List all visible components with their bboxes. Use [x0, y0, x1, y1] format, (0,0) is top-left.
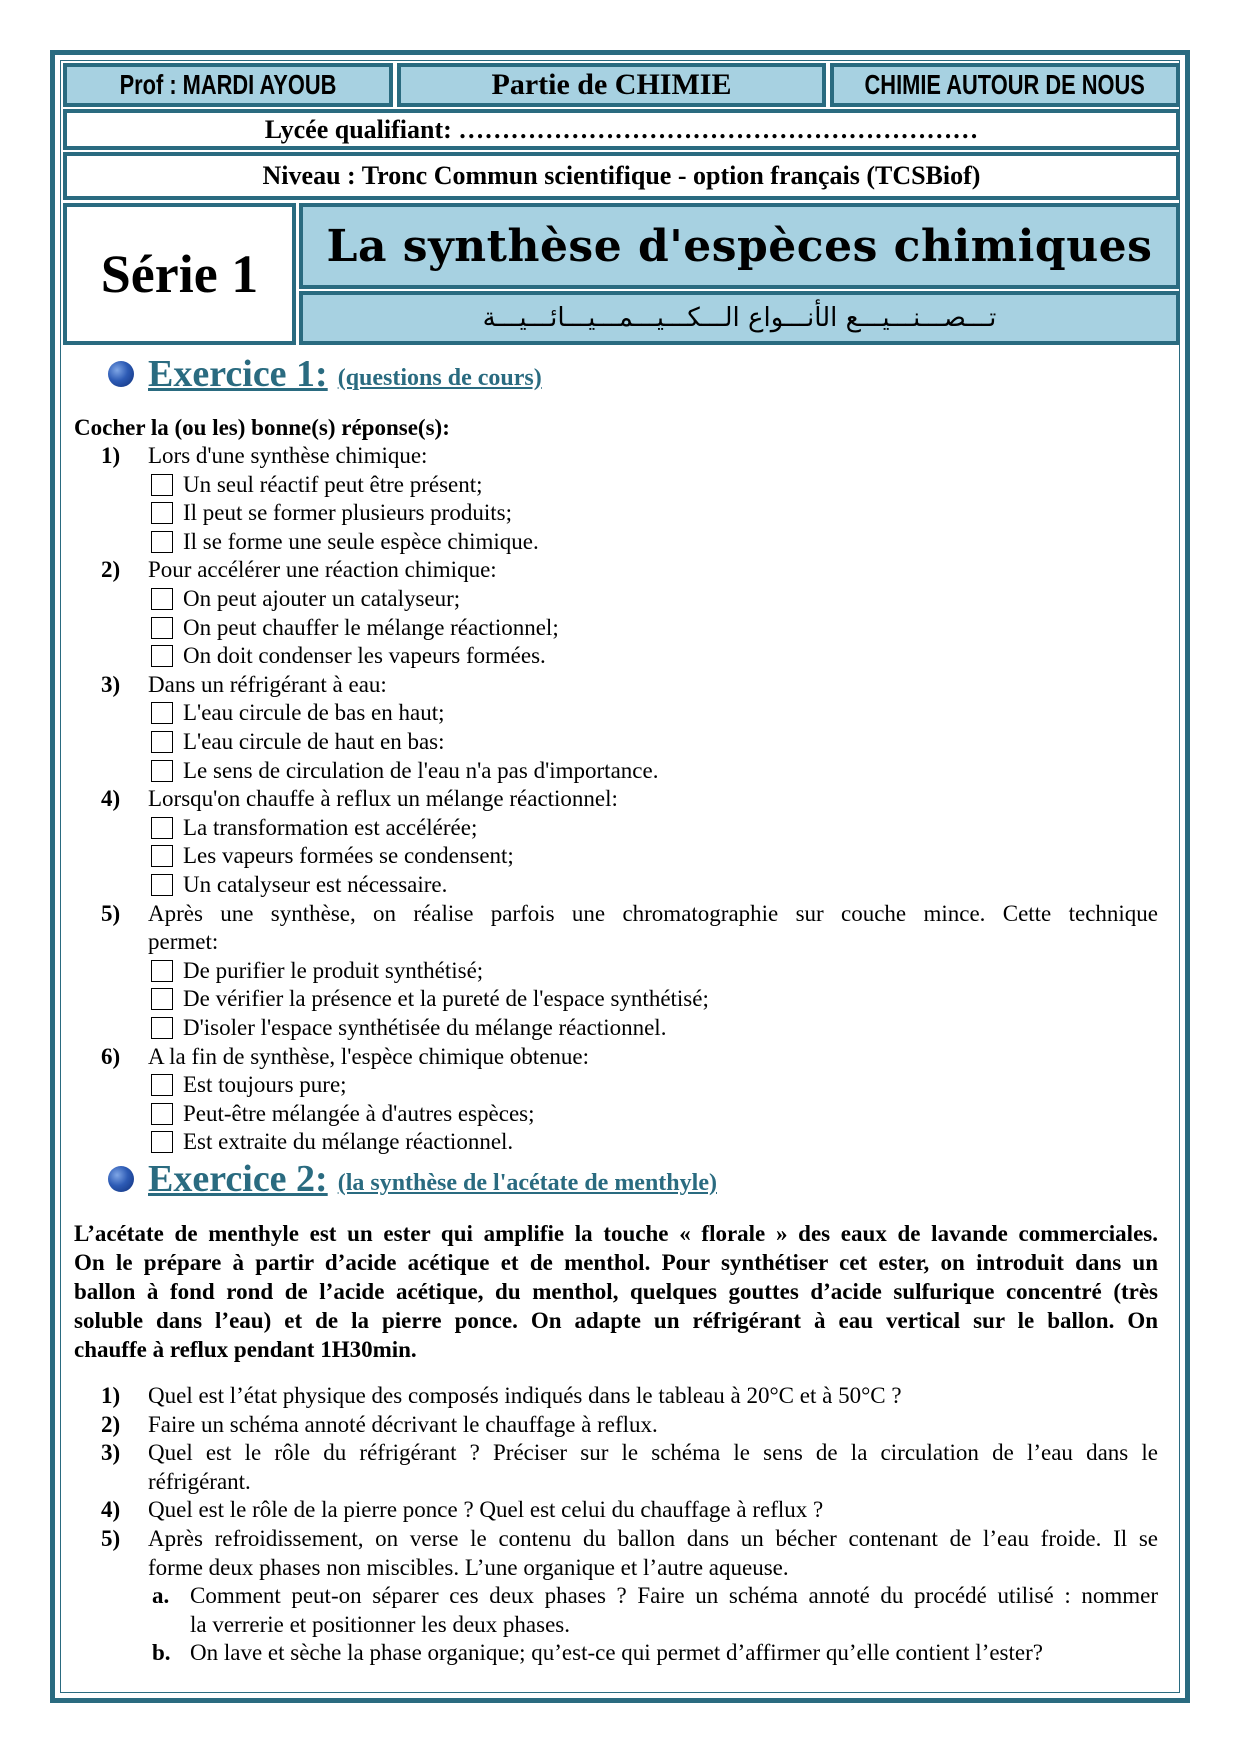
page-title-arabic: تـــصـــنـــيـــع الأنـــواع الـــكـــيـــمـــيـــائـــيـــة	[482, 303, 997, 333]
question-number: 1)	[101, 1383, 121, 1408]
subquestion-label: b.	[152, 1640, 171, 1666]
intro-line: ballon à fond rond de l’acide acétique, du menthol, quelques gouttes d’acide sulfurique concentré (très	[74, 1279, 1158, 1304]
niveau-box	[63, 152, 1180, 200]
answer-option: Un catalyseur est nécessaire.	[183, 872, 448, 897]
question-text: Quel est l’état physique des composés indiqués dans le tableau à 20°C et à 50°C ?	[148, 1383, 902, 1408]
page-title: La synthèse d'espèces chimiques	[326, 220, 1153, 272]
prof-label: Prof : MARDI AYOUB	[119, 69, 337, 100]
answer-option: Le sens de circulation de l'eau n'a pas d'importance.	[183, 757, 659, 783]
question-number: 2)	[101, 557, 121, 583]
intro-line: L’acétate de menthyle est un ester qui amplifie la touche « florale » des eaux de lavande commerciales.	[74, 1221, 1158, 1246]
question-text: Dans un réfrigérant à eau:	[148, 671, 387, 697]
niveau-label: Niveau : Tronc Commun scientifique - option français (TCSBiof)	[262, 161, 981, 190]
answer-option: Les vapeurs formées se condensent;	[183, 843, 514, 869]
partie-label: Partie de CHIMIE	[491, 68, 732, 101]
question-text: Quel est le rôle de la pierre ponce ? Quel est celui du chauffage à reflux ?	[148, 1497, 824, 1523]
title-box	[299, 203, 1180, 289]
question-number: 4)	[101, 1497, 121, 1523]
answer-checkbox[interactable]	[151, 702, 173, 724]
exercise-1-title: Exercice 1:	[148, 353, 328, 395]
intro-line: On le prépare à partir d’acide acétique et de menthol. Pour synthétiser cet ester, on introduit dans un	[74, 1250, 1158, 1275]
question-text: réfrigérant.	[148, 1468, 251, 1494]
lycee-box	[63, 109, 1180, 150]
ex1-instruction: Cocher la (ou les) bonne(s) réponse(s):	[74, 415, 450, 440]
answer-option: La transformation est accélérée;	[183, 814, 478, 840]
answer-checkbox[interactable]	[151, 845, 173, 867]
answer-option: L'eau circule de bas en haut;	[183, 700, 445, 726]
answer-checkbox[interactable]	[151, 588, 173, 610]
question-number: 1)	[101, 443, 121, 468]
answer-checkbox[interactable]	[151, 760, 173, 782]
question-number: 3)	[101, 1440, 121, 1466]
subquestion-text: On lave et sèche la phase organique; qu’est-ce qui permet d’affirmer qu’elle contient l’ester?	[190, 1640, 1043, 1666]
answer-option: On peut ajouter un catalyseur;	[183, 586, 461, 611]
question-text: Faire un schéma annoté décrivant le chauffage à reflux.	[148, 1411, 658, 1437]
answer-checkbox[interactable]	[151, 960, 173, 982]
answer-option: On doit condenser les vapeurs formées.	[183, 643, 546, 669]
answer-option: Est toujours pure;	[183, 1072, 347, 1098]
serie-label: Série 1	[100, 244, 259, 304]
theme-box	[830, 63, 1180, 107]
exercise-2-heading	[108, 1157, 717, 1201]
question-number: 5)	[101, 900, 121, 926]
answer-option: De vérifier la présence et la pureté de l'espace synthétisé;	[183, 986, 709, 1012]
partie-box	[397, 63, 826, 107]
question-number: 3)	[101, 671, 121, 697]
answer-option: Un seul réactif peut être présent;	[183, 471, 483, 497]
question-text: Lors d'une synthèse chimique:	[148, 443, 428, 468]
answer-checkbox[interactable]	[151, 1017, 173, 1039]
question-text-continued: permet:	[148, 929, 219, 955]
answer-option: Peut-être mélangée à d'autres espèces;	[183, 1100, 535, 1126]
question-number: 6)	[101, 1043, 121, 1069]
answer-checkbox[interactable]	[151, 645, 173, 667]
answer-checkbox[interactable]	[151, 617, 173, 639]
intro-line: soluble dans l’eau) et de la pierre ponce. On adapte un réfrigérant à eau vertical sur le ballon. On	[74, 1308, 1158, 1333]
answer-checkbox[interactable]	[151, 874, 173, 896]
intro-line: chauffe à reflux pendant 1H30min.	[74, 1337, 417, 1362]
answer-checkbox[interactable]	[151, 817, 173, 839]
question-text: Après refroidissement, on verse le contenu du ballon dans un bécher contenant de l’eau froide. Il se	[148, 1526, 1158, 1551]
answer-option: L'eau circule de haut en bas:	[183, 729, 445, 754]
answer-option: Il peut se former plusieurs produits;	[183, 500, 512, 526]
answer-option: De purifier le produit synthétisé;	[183, 957, 484, 983]
question-text: Après une synthèse, on réalise parfois une chromatographie sur couche mince. Cette technique	[148, 900, 1158, 926]
answer-checkbox[interactable]	[151, 531, 173, 553]
question-text: Lorsqu'on chauffe à reflux un mélange réactionnel:	[148, 786, 618, 812]
question-text: Pour accélérer une réaction chimique:	[148, 557, 497, 583]
theme-label: CHIMIE AUTOUR DE NOUS	[864, 69, 1146, 100]
subquestion-text: la verrerie et positionner les deux phases.	[190, 1611, 571, 1637]
serie-box	[63, 203, 296, 345]
question-number: 5)	[101, 1526, 121, 1551]
lycee-label: Lycée qualifiant: ……………………………………………………	[264, 114, 979, 144]
question-number: 2)	[101, 1411, 121, 1437]
answer-checkbox[interactable]	[151, 502, 173, 524]
question-number: 4)	[101, 786, 121, 812]
sphere-bullet-icon	[108, 1166, 134, 1192]
answer-option: Est extraite du mélange réactionnel.	[183, 1129, 514, 1155]
question-text: A la fin de synthèse, l'espèce chimique obtenue:	[148, 1043, 590, 1069]
answer-checkbox[interactable]	[151, 731, 173, 753]
answer-checkbox[interactable]	[151, 474, 173, 496]
answer-checkbox[interactable]	[151, 1103, 173, 1125]
answer-option: D'isoler l'espace synthétisée du mélange réactionnel.	[183, 1015, 667, 1040]
question-text: forme deux phases non miscibles. L’une organique et l’autre aqueuse.	[148, 1554, 789, 1580]
answer-option: Il se forme une seule espèce chimique.	[183, 528, 539, 554]
answer-checkbox[interactable]	[151, 1074, 173, 1096]
exercise-1-subtitle: (questions de cours)	[337, 364, 542, 391]
answer-checkbox[interactable]	[151, 1131, 173, 1153]
exercise-1-heading	[108, 352, 542, 396]
subquestion-text: Comment peut-on séparer ces deux phases ? Faire un schéma annoté du procédé utilisé : nommer	[190, 1583, 1158, 1609]
answer-checkbox[interactable]	[151, 988, 173, 1010]
subquestion-label: a.	[152, 1583, 170, 1609]
exercise-2-subtitle: (la synthèse de l'acétate de menthyle)	[337, 1169, 717, 1196]
question-text: Quel est le rôle du réfrigérant ? Préciser sur le schéma le sens de la circulation de l’eau dans le	[148, 1440, 1158, 1466]
sphere-bullet-icon	[108, 361, 134, 387]
title-ar-box	[299, 291, 1180, 345]
prof-box	[63, 63, 393, 107]
answer-option: On peut chauffer le mélange réactionnel;	[183, 614, 559, 640]
exercise-2-title: Exercice 2:	[148, 1158, 328, 1200]
